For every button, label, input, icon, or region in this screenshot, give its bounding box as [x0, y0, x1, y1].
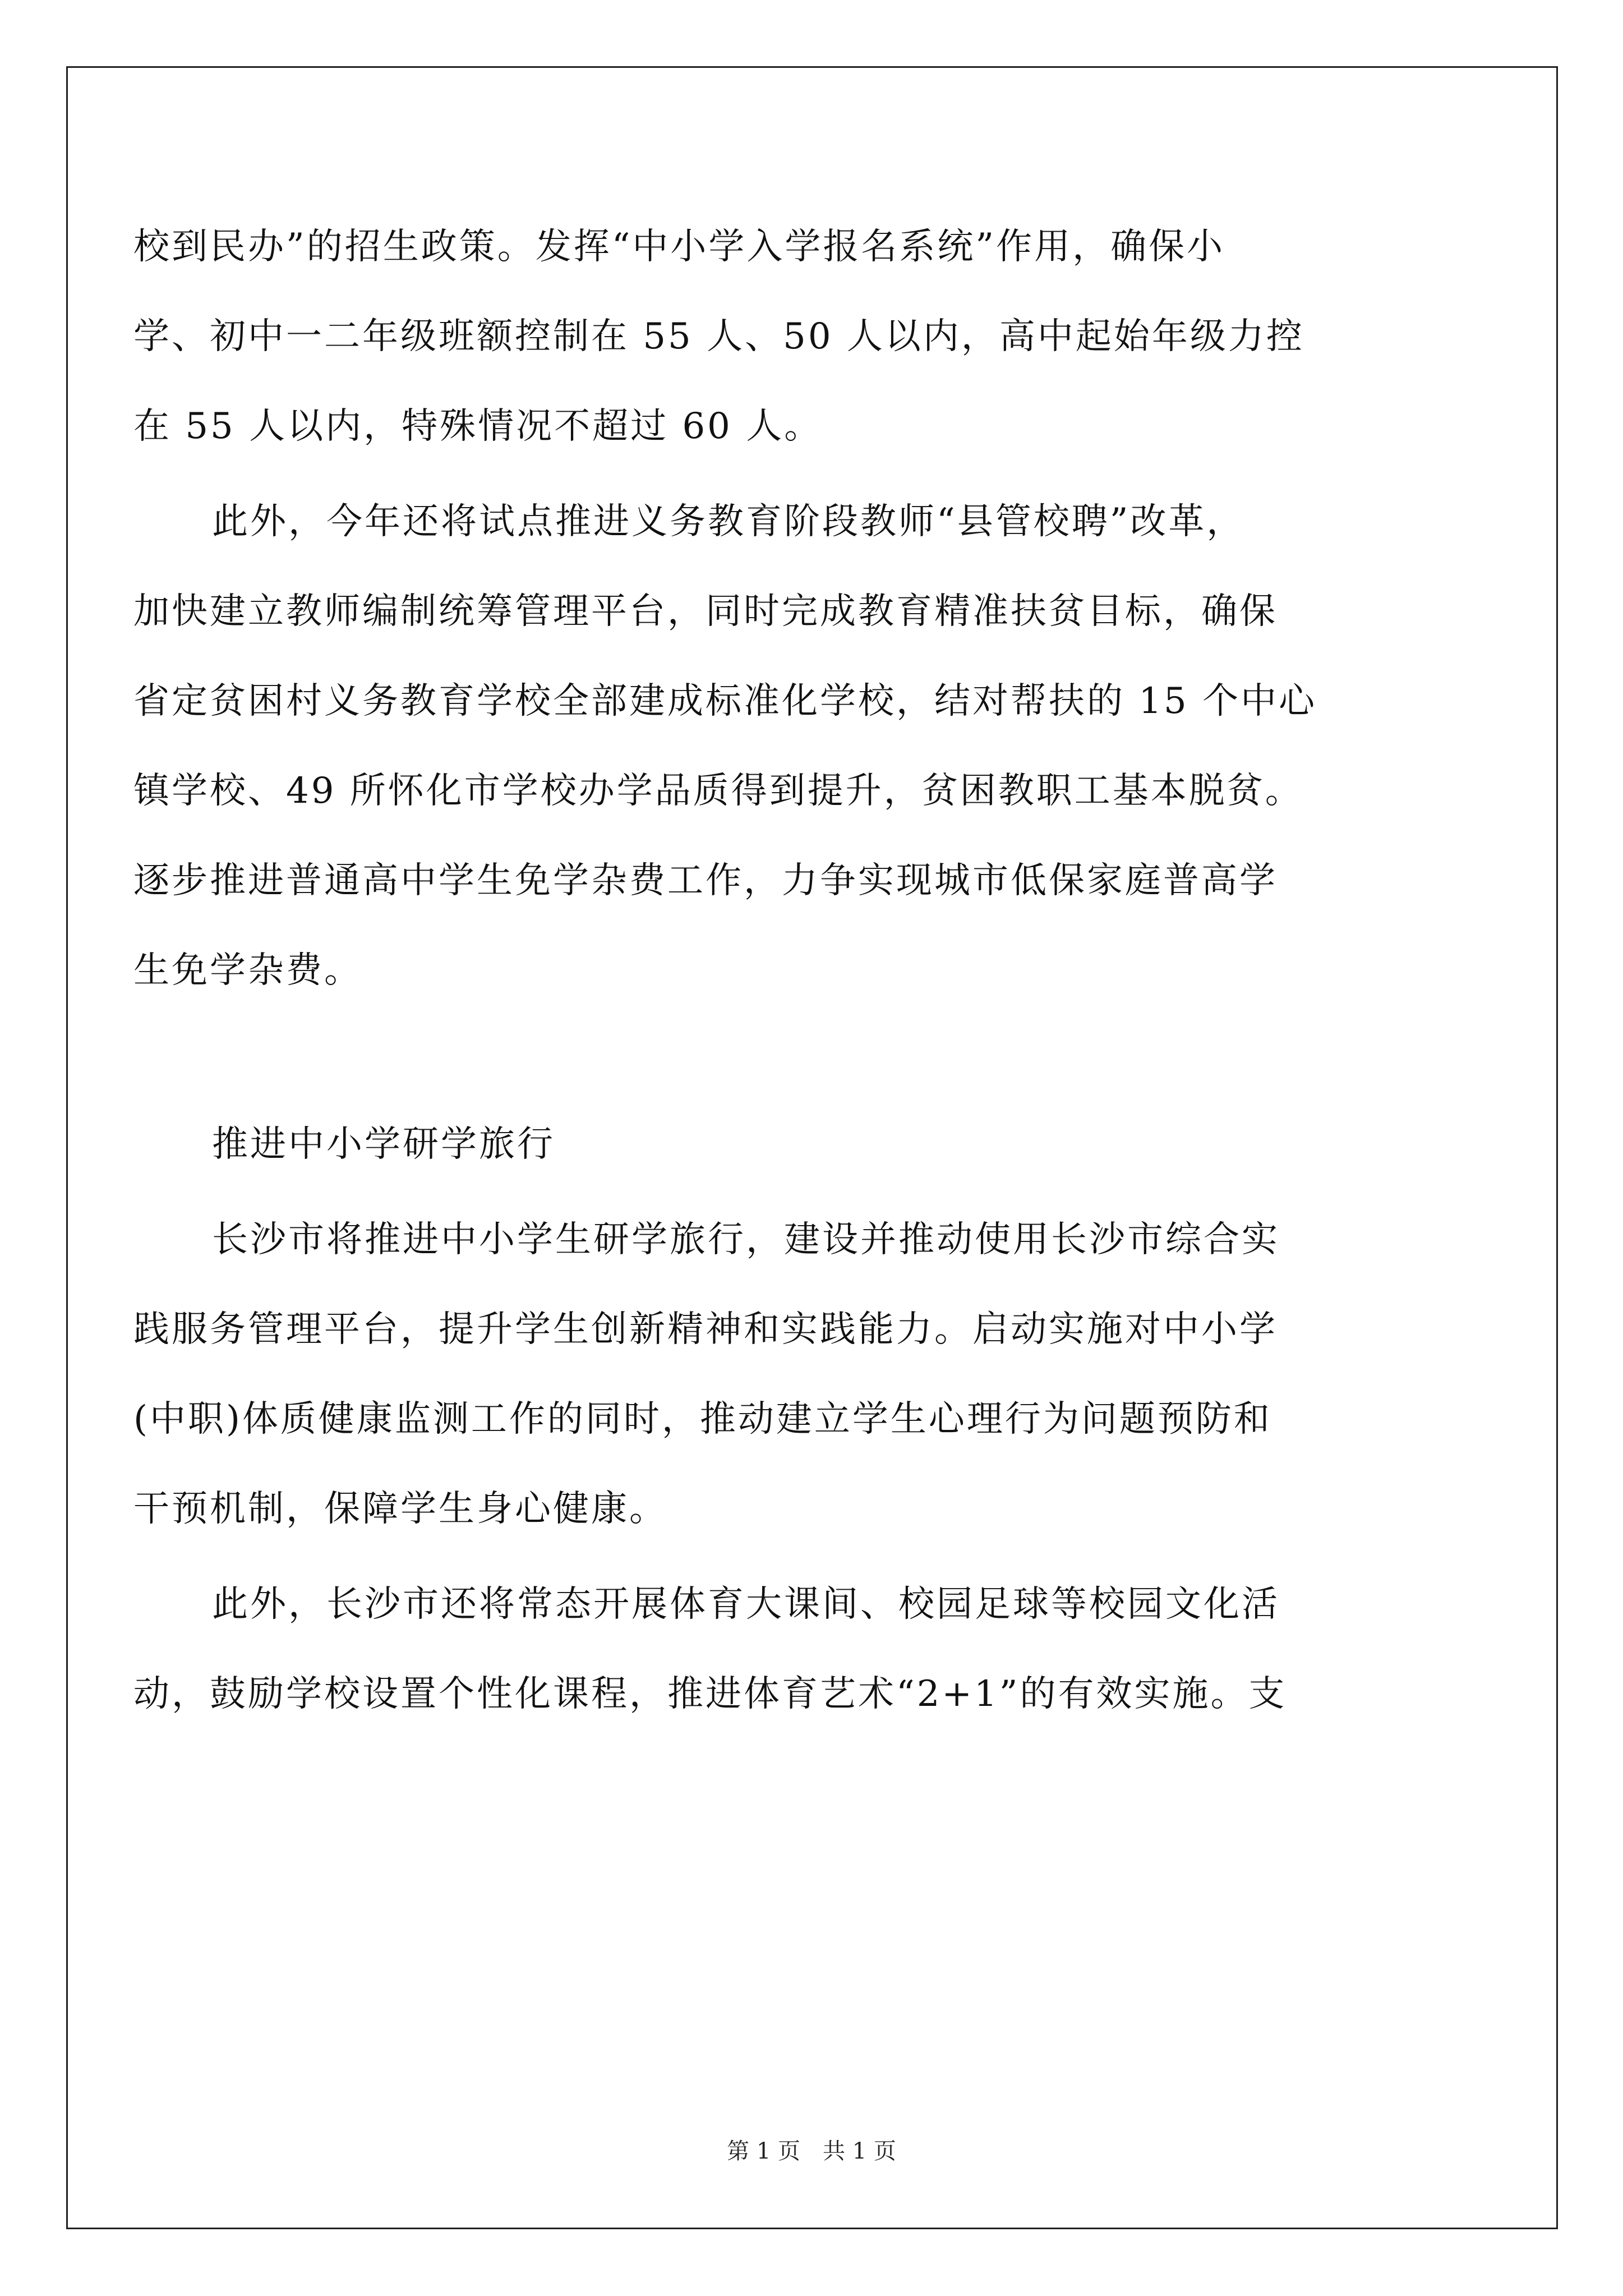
paragraph-2-line-4: 镇学校、49 所怀化市学校办学品质得到提升，贫困教职工基本脱贫。 [133, 770, 1303, 812]
section-heading: 推进中小学研学旅行 [212, 1124, 555, 1165]
paragraph-2-line-2: 加快建立教师编制统筹管理平台，同时完成教育精准扶贫目标，确保 [133, 591, 1278, 632]
section-paragraph-1-line-4: 干预机制，保障学生身心健康。 [133, 1488, 667, 1530]
paragraph-2-line-1: 此外，今年还将试点推进义务教育阶段教师“县管校聘”改革， [212, 501, 1245, 542]
paragraph-2-line-5: 逐步推进普通高中学生免学杂费工作，力争实现城市低保家庭普高学 [133, 860, 1278, 901]
section-paragraph-1-line-3: (中职)体质健康监测工作的同时，推动建立学生心理行为问题预防和 [133, 1398, 1272, 1440]
section-paragraph-1-line-2: 践服务管理平台，提升学生创新精神和实践能力。启动实施对中小学 [133, 1309, 1278, 1350]
paragraph-2-line-3: 省定贫困村义务教育学校全部建成标准化学校，结对帮扶的 15 个中心 [133, 680, 1317, 722]
paragraph-1-line-2: 学、初中一二年级班额控制在 55 人、50 人以内，高中起始年级力控 [133, 316, 1304, 357]
page-number-footer: 第 1 页 共 1 页 [727, 2138, 896, 2164]
section-paragraph-2-line-1: 此外，长沙市还将常态开展体育大课间、校园足球等校园文化活 [212, 1584, 1280, 1625]
section-paragraph-2-line-2: 动，鼓励学校设置个性化课程，推进体育艺术“2+1”的有效实施。支 [133, 1673, 1287, 1715]
paragraph-1-line-3: 在 55 人以内，特殊情况不超过 60 人。 [133, 406, 823, 447]
paragraph-1-line-1: 校到民办”的招生政策。发挥“中小学入学报名系统”作用，确保小 [133, 226, 1225, 268]
paragraph-2-line-6: 生免学杂费。 [133, 950, 362, 991]
section-paragraph-1-line-1: 长沙市将推进中小学生研学旅行，建设并推动使用长沙市综合实 [212, 1219, 1280, 1260]
